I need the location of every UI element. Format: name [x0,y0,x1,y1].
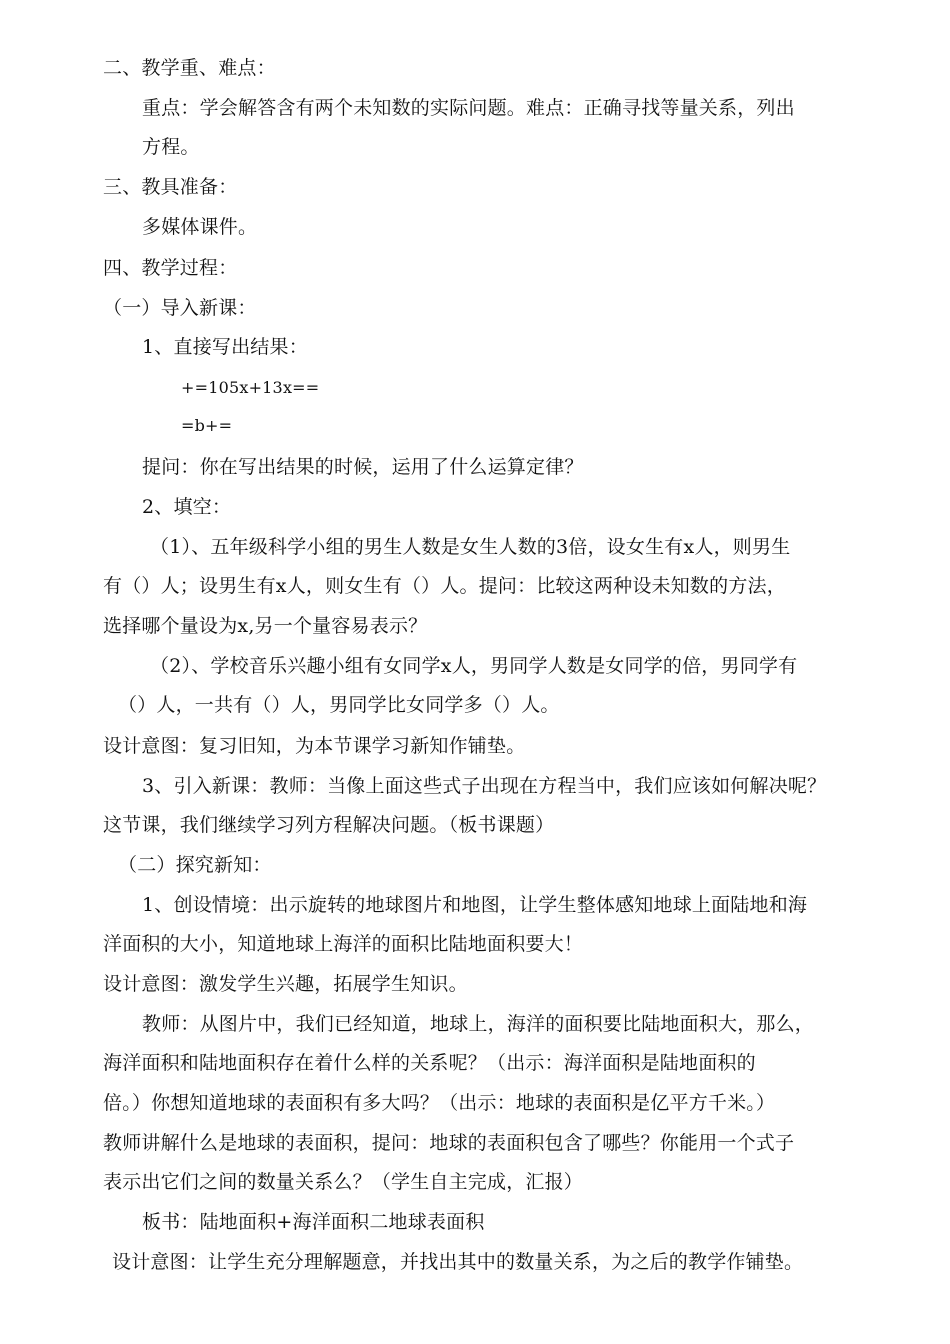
item-fill-in-blanks: 2、填空： [142,496,232,518]
item-write-results: 1、直接写出结果： [142,336,308,358]
item-new-lesson-introduction: 3、引入新课：教师：当像上面这些式子出现在方程当中，我们应该如何解决呢？ [142,775,827,797]
section-heading-key-points: 二、教学重、难点： [103,57,276,79]
item-create-situation-line-1: 1、创设情境：出示旋转的地球图片和地图，让学生整体感知地球上面陆地和海 [142,894,808,916]
teacher-paragraph-line-4: 教师讲解什么是地球的表面积，提问：地球的表面积包含了哪些？你能用一个式子 [103,1132,795,1154]
item-create-situation-line-2: 洋面积的大小，知道地球上海洋的面积比陆地面积要大！ [103,933,584,955]
teacher-paragraph-line-5: 表示出它们之间的数量关系么？（学生自主完成，汇报） [103,1171,584,1193]
board-writing: 板书：陆地面积+海洋面积二地球表面积 [142,1211,485,1233]
blank-question-1-line-3: 选择哪个量设为x,另一个量容易表示？ [103,615,428,637]
design-intent-interest: 设计意图：激发学生兴趣，拓展学生知识。 [103,973,468,995]
blank-question-2-line-1: （2）、学校音乐兴趣小组有女同学x人，男同学人数是女同学的倍，男同学有 [150,655,798,677]
subsection-heading-exploration: （二）探究新知： [118,854,272,876]
section-heading-process: 四、教学过程： [103,257,238,279]
new-lesson-introduction-continued: 这节课，我们继续学习列方程解决问题。（板书课题） [103,814,555,836]
materials-text: 多媒体课件。 [142,216,258,238]
question-operation-laws: 提问：你在写出结果的时候，运用了什么运算定律？ [142,456,584,478]
formula-line-2: =b+= [181,416,233,435]
design-intent-review: 设计意图：复习旧知，为本节课学习新知作铺垫。 [103,735,526,757]
section-heading-materials: 三、教具准备： [103,176,238,198]
key-points-text-continued: 方程。 [142,136,200,158]
blank-question-1-line-1: （1）、五年级科学小组的男生人数是女生人数的3倍，设女生有x人，则男生 [150,536,791,558]
formula-line-1: +=105x+13x== [181,378,320,397]
key-points-text: 重点：学会解答含有两个未知数的实际问题。难点：正确寻找等量关系，列出 [142,97,795,119]
subsection-heading-introduction: （一）导入新课： [103,297,257,319]
blank-question-2-line-2: （）人，一共有（）人，男同学比女同学多（）人。 [118,694,560,716]
blank-question-1-line-2: 有（）人；设男生有x人，则女生有（）人。提问：比较这两种设未知数的方法， [103,575,786,597]
teacher-paragraph-line-3: 倍。）你想知道地球的表面积有多大吗？（出示：地球的表面积是亿平方千米。） [103,1092,776,1114]
teacher-paragraph-line-1: 教师：从图片中，我们已经知道，地球上，海洋的面积要比陆地面积大，那么， [142,1013,815,1035]
design-intent-understanding: 设计意图：让学生充分理解题意，并找出其中的数量关系，为之后的教学作铺垫。 [112,1251,804,1273]
teacher-paragraph-line-2: 海洋面积和陆地面积存在着什么样的关系呢？（出示：海洋面积是陆地面积的 [103,1052,756,1074]
